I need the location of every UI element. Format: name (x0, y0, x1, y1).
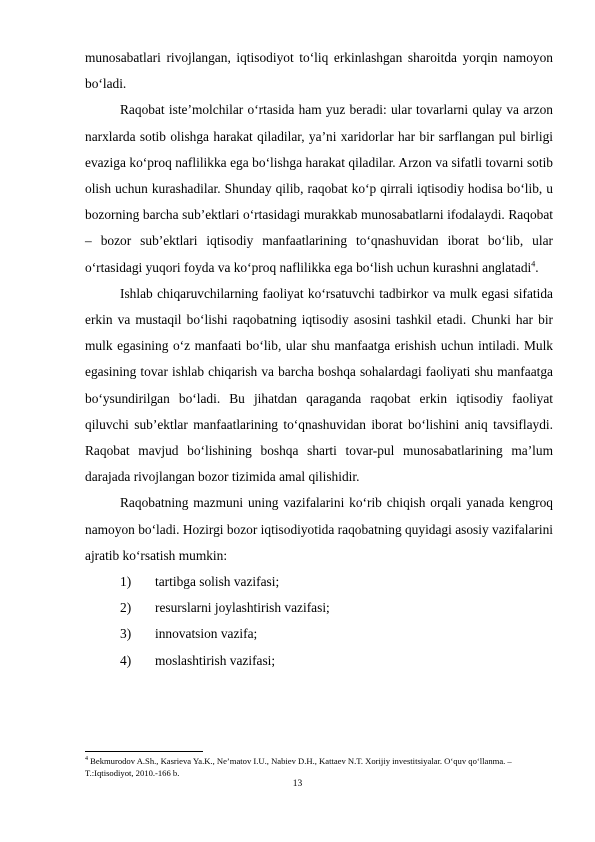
footnote-reference: 4 (531, 259, 536, 269)
footnote-marker: 4 (85, 756, 88, 763)
page-body (85, 45, 553, 674)
list-number: 4) (120, 652, 132, 668)
page-number: 13 (292, 779, 303, 789)
paragraph-producers: Ishlab chiqaruvchilarning faoliyat ko‘rsatuvchi tadbirkor va mulk egasi sifatida erkin va mustaqil bo‘lishi raqobatning iqtisodiy asosini tashkil etadi. Chunki har bir mulk egasining o‘z manfaati bo‘lib, ular shu manfaatga erishish uchun intiladi. Mulk egasining tovar ishlab chiqarish va barcha boshqa sohalardagi faoliyati shu manfaatga bo‘ysundirilgan bo‘ladi. Bu jihatdan qaraganda raqobat erkin iqtisodiy faoliyat qiluvchi sub’ektlar manfaatlarining to‘qnashuvidan iborat bo‘lishini aniq tavsiflaydi. Raqobat mavjud bo‘lishining boshqa sharti tovar-pul munosabatlarining ma’lum darajada rivojlangan bozor tizimida amal qilishidir. (85, 285, 553, 485)
list-text: resurslarni joylashtirish vazifasi; (155, 600, 330, 616)
list-number: 3) (120, 626, 132, 642)
paragraph-period: . (535, 259, 539, 275)
list-item (85, 595, 553, 621)
paragraph-text: Raqobat iste’molchilar o‘rtasida ham yuz beradi: ular tovarlarni qulay va arzon narxlarda sotib olishga harakat qiladilar, ya’ni xaridorlar har bir sarflangan pul birligi evaziga ko‘proq naflilikka ega bo‘lishga harakat qiladilar. Arzon va sifatli tovarni sotib olish uchun kurashadilar. Shunday qilib, raqobat ko‘p qirrali iqtisodiy hodisa bo‘lib, u bozorning barcha sub’ektlari o‘rtasidagi murakkab munosabatlarni ifodalaydi. Raqobat – bozor sub’ektlari iqtisodiy manfaatlarining to‘qnashuvidan iborat bo‘lib, ular o‘rtasidagi yuqori foyda va ko‘proq naflilikka ega bo‘lish uchun kurashni anglatadi (85, 102, 553, 275)
footnote-text: Bekmurodov A.Sh., Kasrieva Ya.K., Ne’matov I.U., Nabiev D.H., Kattaev N.T. Xorijiy investitsiyalar. O‘quv qo‘llanma. –T.:Iqtisodiyot, 2010.-166 b. (85, 756, 512, 778)
functions-list (85, 569, 553, 674)
list-item (85, 569, 553, 595)
list-item (85, 621, 553, 647)
list-text: innovatsion vazifa; (155, 626, 258, 642)
paragraph-continuation: munosabatlari rivojlangan, iqtisodiyot to‘liq erkinlashgan sharoitda yorqin namoyon bo‘ladi. (85, 50, 553, 92)
paragraph-competition-consumers (85, 97, 553, 280)
list-text: moslashtirish vazifasi; (155, 652, 276, 668)
footnote-divider (85, 751, 203, 752)
footnote (85, 755, 555, 779)
list-number: 2) (120, 600, 132, 616)
list-text: tartibga solish vazifasi; (155, 574, 280, 590)
list-number: 1) (120, 574, 132, 590)
paragraph-functions-intro: Raqobatning mazmuni uning vazifalarini ko‘rib chiqish orqali yanada kengroq namoyon bo‘ladi. Hozirgi bozor iqtisodiyotida raqobatning quyidagi asosiy vazifalarini ajratib ko‘rsatish mumkin: (85, 495, 553, 563)
list-item (85, 648, 553, 674)
